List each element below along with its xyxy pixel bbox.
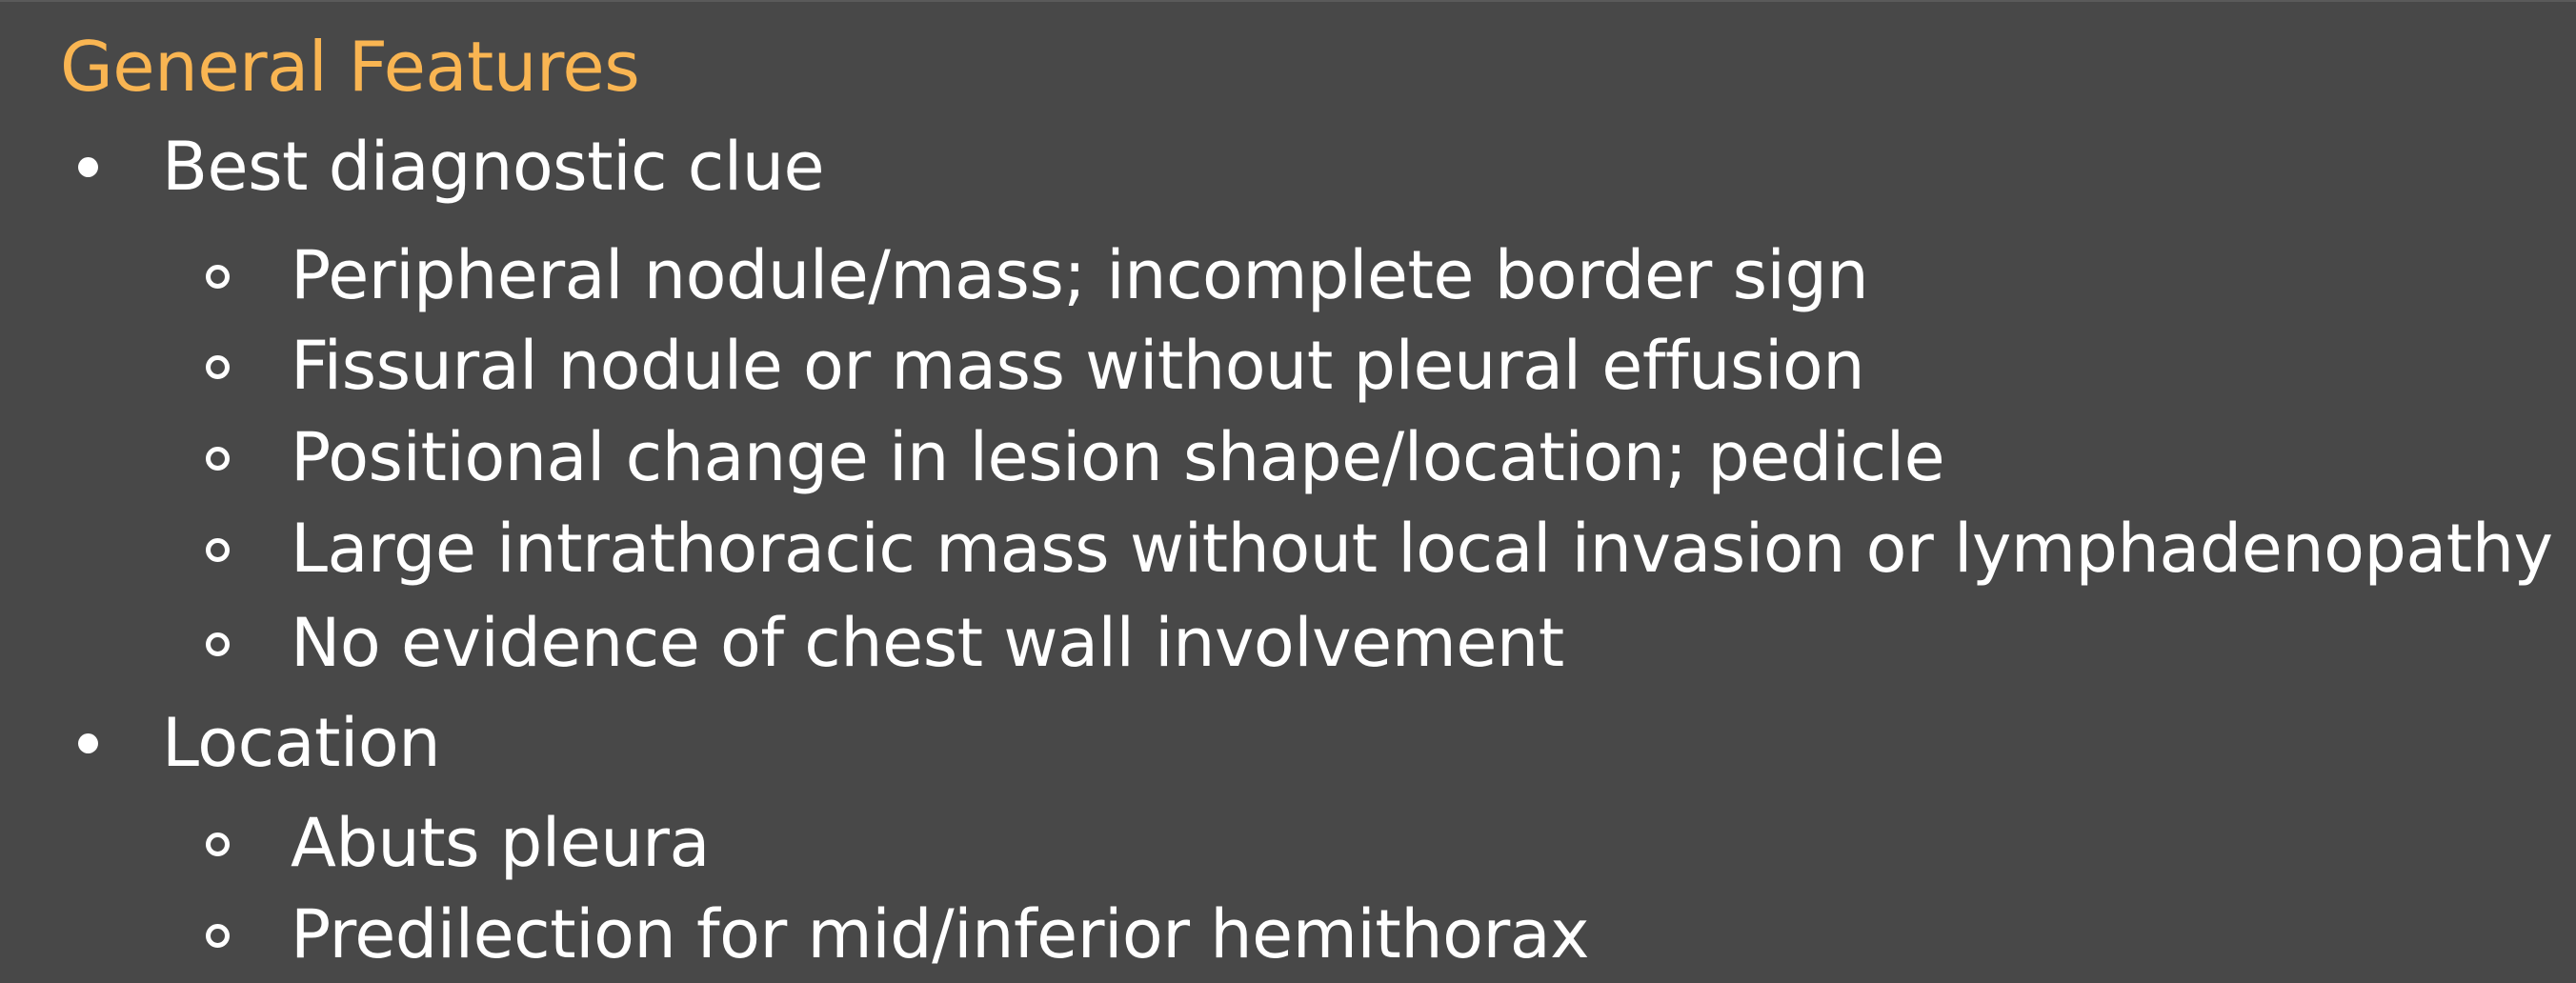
list-item: Fissural nodule or mass without pleural effusion <box>291 327 1865 405</box>
bullet-ring-icon <box>206 632 230 656</box>
list-item: Abuts pleura <box>291 804 710 882</box>
bullet-ring-icon <box>206 265 230 289</box>
bullet-ring-icon <box>206 447 230 471</box>
bullet-ring-icon <box>206 355 230 379</box>
section-heading: Location <box>162 704 441 782</box>
list-item: Large intrathoracic mass without local invasion or lymphadenopathy <box>291 510 2553 588</box>
list-item: No evidence of chest wall involvement <box>291 604 1564 682</box>
bullet-ring-icon <box>206 538 230 562</box>
list-item: Predilection for mid/inferior hemithorax <box>291 895 1590 973</box>
bullet-ring-icon <box>206 924 230 948</box>
list-item: Peripheral nodule/mass; incomplete border sign <box>291 236 1869 314</box>
list-item: Positional change in lesion shape/location; pedicle <box>291 418 1945 496</box>
bullet-dot-icon <box>78 157 98 177</box>
slide-title: General Features <box>60 27 640 107</box>
section-heading: Best diagnostic clue <box>162 128 825 206</box>
bullet-dot-icon <box>78 733 98 753</box>
bullet-ring-icon <box>206 833 230 856</box>
